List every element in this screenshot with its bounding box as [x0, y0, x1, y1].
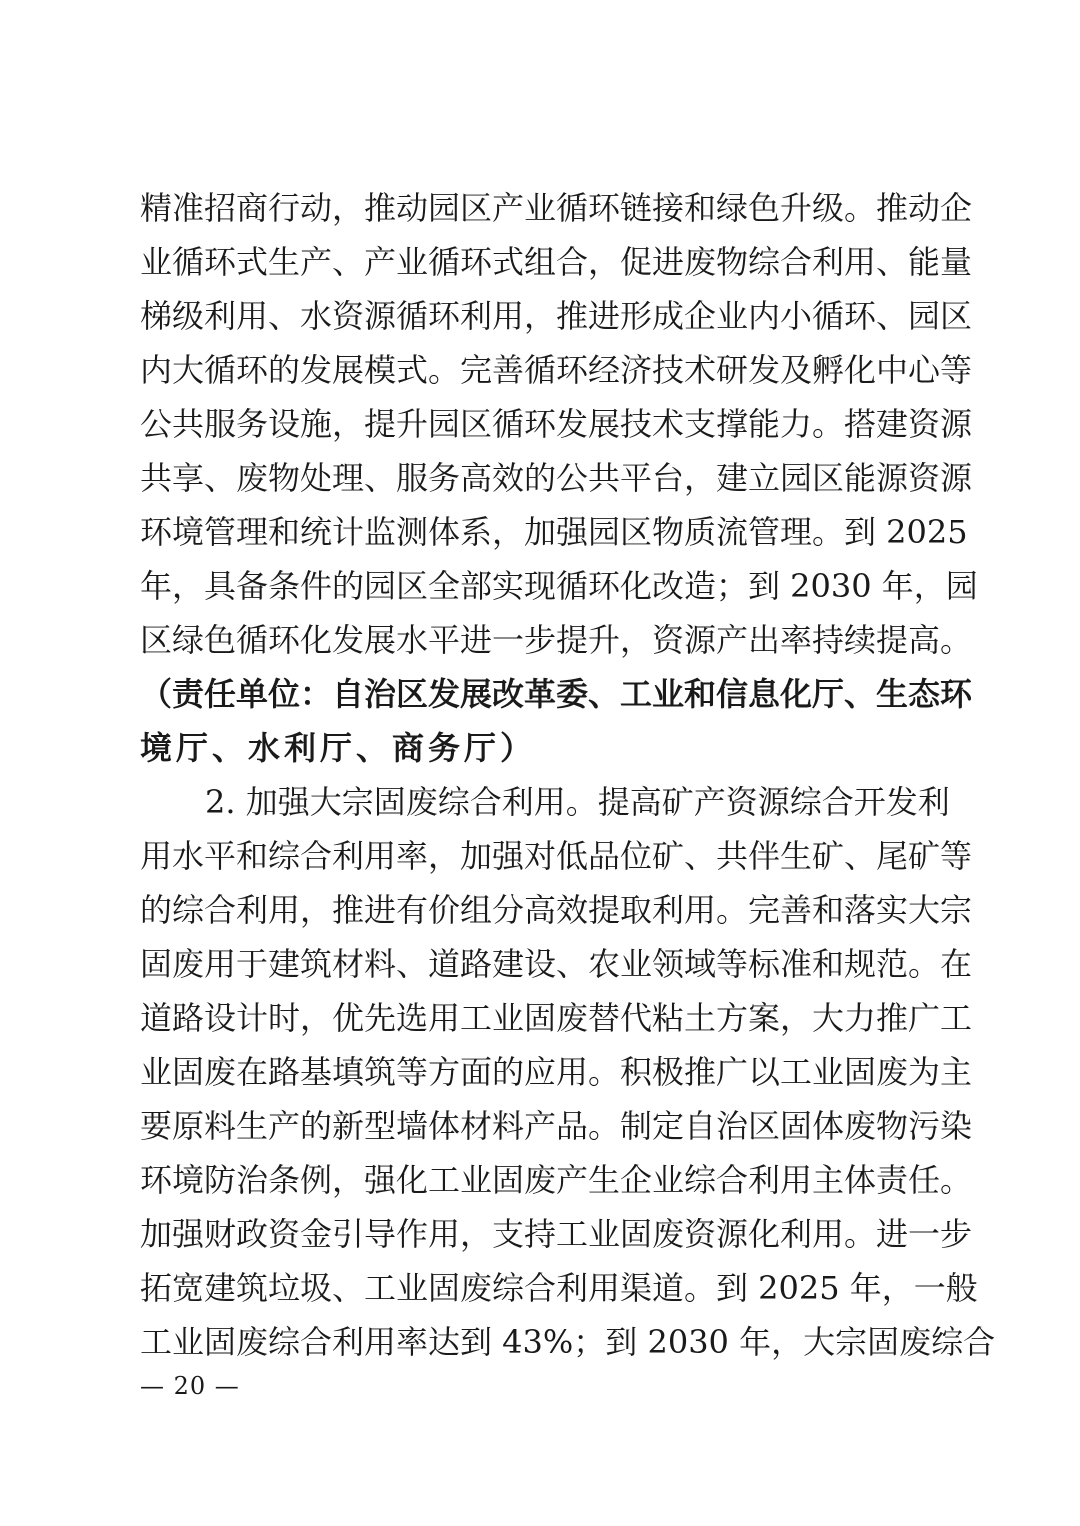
text-line: 环境管理和统计监测体系，加强园区物质流管理。到 2025	[140, 513, 968, 551]
text-line: 的综合利用，推进有价组分高效提取利用。完善和落实大宗	[140, 891, 973, 929]
text-line: 梯级利用、水资源循环利用，推进形成企业内小循环、园区	[140, 297, 973, 335]
text-line: 要原料生产的新型墙体材料产品。制定自治区固体废物污染	[140, 1107, 973, 1145]
text-line: 内大循环的发展模式。完善循环经济技术研发及孵化中心等	[140, 351, 973, 389]
responsibility-line: （责任单位：自治区发展改革委、工业和信息化厅、生态环	[140, 675, 973, 713]
text-line: 道路设计时，优先选用工业固废替代粘土方案，大力推广工	[140, 999, 973, 1037]
text-line: 加强财政资金引导作用，支持工业固废资源化利用。进一步	[140, 1215, 973, 1253]
section-heading-line: 2. 加强大宗固废综合利用。提高矿产资源综合开发利	[205, 783, 950, 821]
text-line: 用水平和综合利用率，加强对低品位矿、共伴生矿、尾矿等	[140, 837, 973, 875]
text-line: 环境防治条例，强化工业固废产生企业综合利用主体责任。	[140, 1161, 973, 1199]
text-line: 精准招商行动，推动园区产业循环链接和绿色升级。推动企	[140, 189, 973, 227]
text-line: 工业固废综合利用率达到 43%；到 2030 年，大宗固废综合	[140, 1323, 996, 1361]
responsibility-line: 境厅、水利厅、商务厅）	[140, 729, 537, 767]
text-line: 共享、废物处理、服务高效的公共平台，建立园区能源资源	[140, 459, 973, 497]
text-line: 业固废在路基填筑等方面的应用。积极推广以工业固废为主	[140, 1053, 973, 1091]
text-line: 年，具备条件的园区全部实现循环化改造；到 2030 年，园	[140, 567, 978, 605]
text-line: 区绿色循环化发展水平进一步提升，资源产出率持续提高。	[140, 621, 973, 659]
text-line: 业循环式生产、产业循环式组合，促进废物综合利用、能量	[140, 243, 973, 281]
text-line: 固废用于建筑材料、道路建设、农业领域等标准和规范。在	[140, 945, 973, 983]
text-line: 公共服务设施，提升园区循环发展技术支撑能力。搭建资源	[140, 405, 973, 443]
text-line: 拓宽建筑垃圾、工业固废综合利用渠道。到 2025 年，一般	[140, 1269, 978, 1307]
page-number: — 20 —	[140, 1372, 240, 1400]
